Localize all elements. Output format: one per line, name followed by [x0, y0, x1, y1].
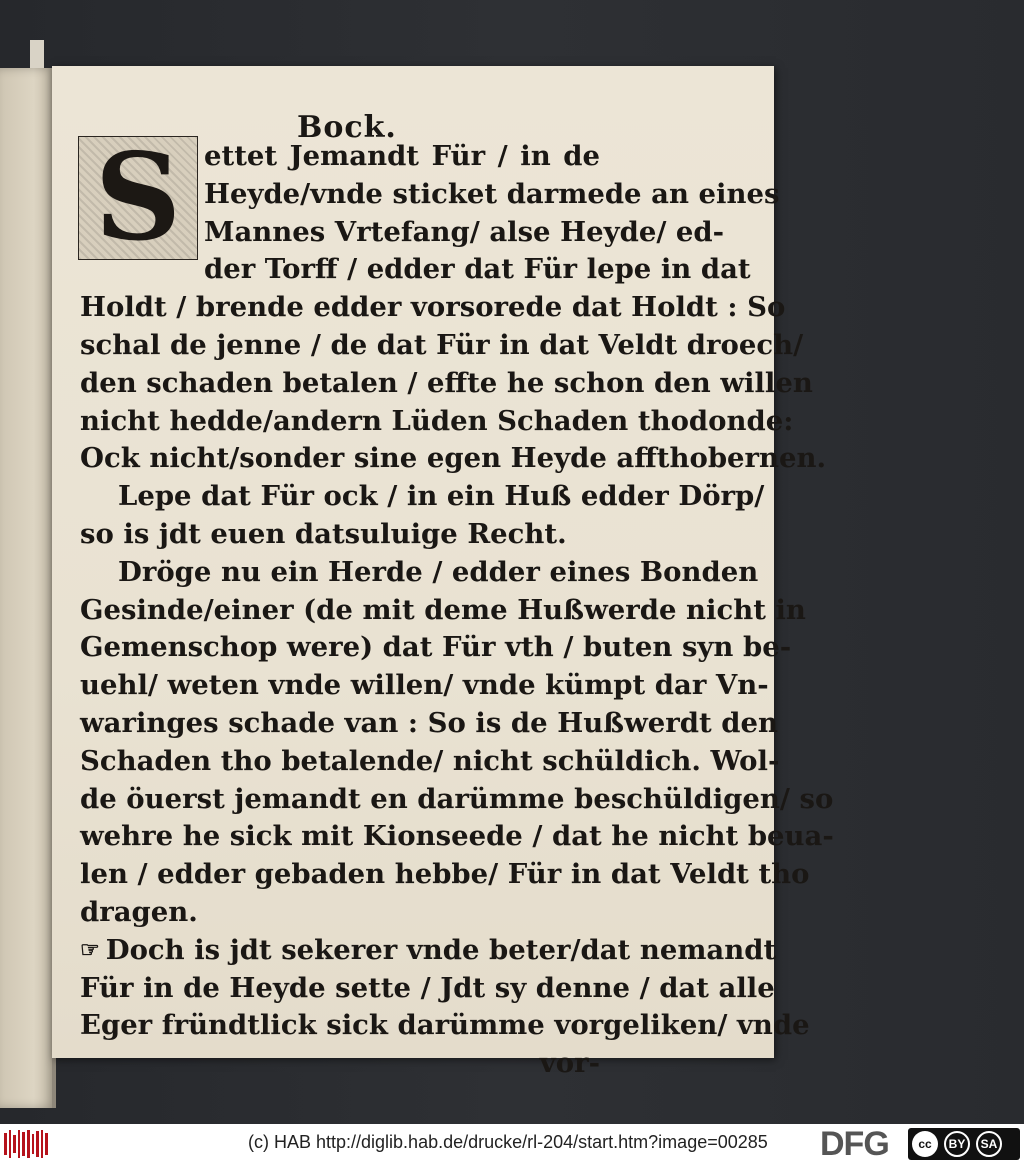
text-line — [80, 781, 834, 819]
text-line-content: dragen. — [80, 895, 198, 928]
text-line — [80, 214, 725, 252]
text-line-content: Dröge nu ein Herde / edder eines Bonden — [118, 555, 759, 588]
text-line — [80, 1045, 600, 1083]
text-line — [80, 970, 775, 1008]
text-line-content: Gemenschop were) dat Für vth / buten syn be- — [80, 631, 792, 664]
page-headline: Bock. — [297, 110, 397, 145]
copyright-link[interactable]: (c) HAB http://diglib.hab.de/drucke/rl-204/start.htm?image=00285 — [248, 1132, 768, 1152]
text-line-content: den schaden betalen / effte he schon den willen — [80, 366, 813, 399]
text-line — [80, 289, 786, 327]
text-line — [80, 403, 794, 441]
text-line-content: ettet Jemandt Für / in de — [204, 140, 600, 172]
cc-license-badge[interactable] — [908, 1128, 1020, 1160]
text-line — [80, 440, 827, 478]
pointing-hand-icon: ☞ — [80, 936, 100, 963]
book-page — [52, 66, 834, 1080]
previous-page-edge — [0, 68, 56, 1108]
text-line — [80, 327, 804, 365]
text-line — [80, 516, 600, 554]
text-line — [80, 478, 765, 516]
text-line-content: Holdt / brende edder vorsorede dat Holdt : So — [80, 291, 786, 324]
viewer-footer — [0, 1124, 1024, 1164]
text-line-content: Eger fründtlick sick darümme vorgeliken/ vnde — [80, 1009, 810, 1042]
text-line-content: wehre he sick mit Kionseede / dat he nicht beua- — [80, 820, 834, 853]
text-line-content: de öuerst jemandt en darümme beschüldigen/ so — [80, 782, 834, 815]
text-line — [80, 138, 600, 176]
text-line-content: Ock nicht/sonder sine egen Heyde affthobernen. — [80, 442, 827, 475]
text-line — [80, 856, 810, 894]
text-line-content: Für in de Heyde sette / Jdt sy denne / dat alle — [80, 971, 775, 1004]
text-line — [80, 1007, 810, 1045]
text-line-content: waringes schade van : So is de Hußwerdt den — [80, 706, 778, 739]
text-line-content: der Torff / edder dat Für lepe in dat — [204, 253, 751, 286]
text-line — [80, 629, 792, 667]
cc-icon: cc — [912, 1131, 938, 1157]
text-line — [80, 554, 759, 592]
text-line — [80, 894, 600, 932]
by-icon: BY — [944, 1131, 970, 1157]
text-line — [80, 667, 769, 705]
dfg-logo[interactable]: DFG — [820, 1125, 889, 1163]
text-line — [80, 176, 780, 214]
sa-icon: SA — [976, 1131, 1002, 1157]
text-line-content: len / edder gebaden hebbe/ Für in dat Veldt tho — [80, 858, 810, 891]
text-line-content: Heyde/vnde sticket darmede an eines — [204, 177, 780, 210]
text-line — [80, 743, 780, 781]
text-line-content: Doch is jdt sekerer vnde beter/dat nemandt — [105, 933, 777, 966]
text-line-content: Schaden tho betalende/ nicht schüldich. Wol- — [80, 744, 780, 777]
text-line — [80, 592, 806, 630]
text-line-content: nicht hedde/andern Lüden Schaden thodonde: — [80, 404, 794, 437]
text-line-content: uehl/ weten vnde willen/ vnde kümpt dar Vn- — [80, 669, 769, 702]
text-line — [80, 705, 778, 743]
text-line-content: Mannes Vrtefang/ alse Heyde/ ed- — [204, 215, 725, 248]
text-line — [80, 932, 777, 970]
text-line-content: vor- — [539, 1047, 600, 1080]
text-line-content: Lepe dat Für ock / in ein Huß edder Dörp/ — [118, 480, 765, 513]
hab-logo-icon[interactable] — [4, 1130, 48, 1158]
text-line-content: schal de jenne / de dat Für in dat Veldt droech/ — [80, 328, 804, 361]
text-line — [80, 365, 813, 403]
text-line — [80, 818, 834, 856]
text-line — [80, 251, 751, 289]
initial-letter: S — [94, 127, 182, 268]
text-line-content: Gesinde/einer (de mit deme Hußwerde nicht in — [80, 593, 806, 626]
text-line-content: so is jdt euen datsuluige Recht. — [80, 517, 567, 550]
